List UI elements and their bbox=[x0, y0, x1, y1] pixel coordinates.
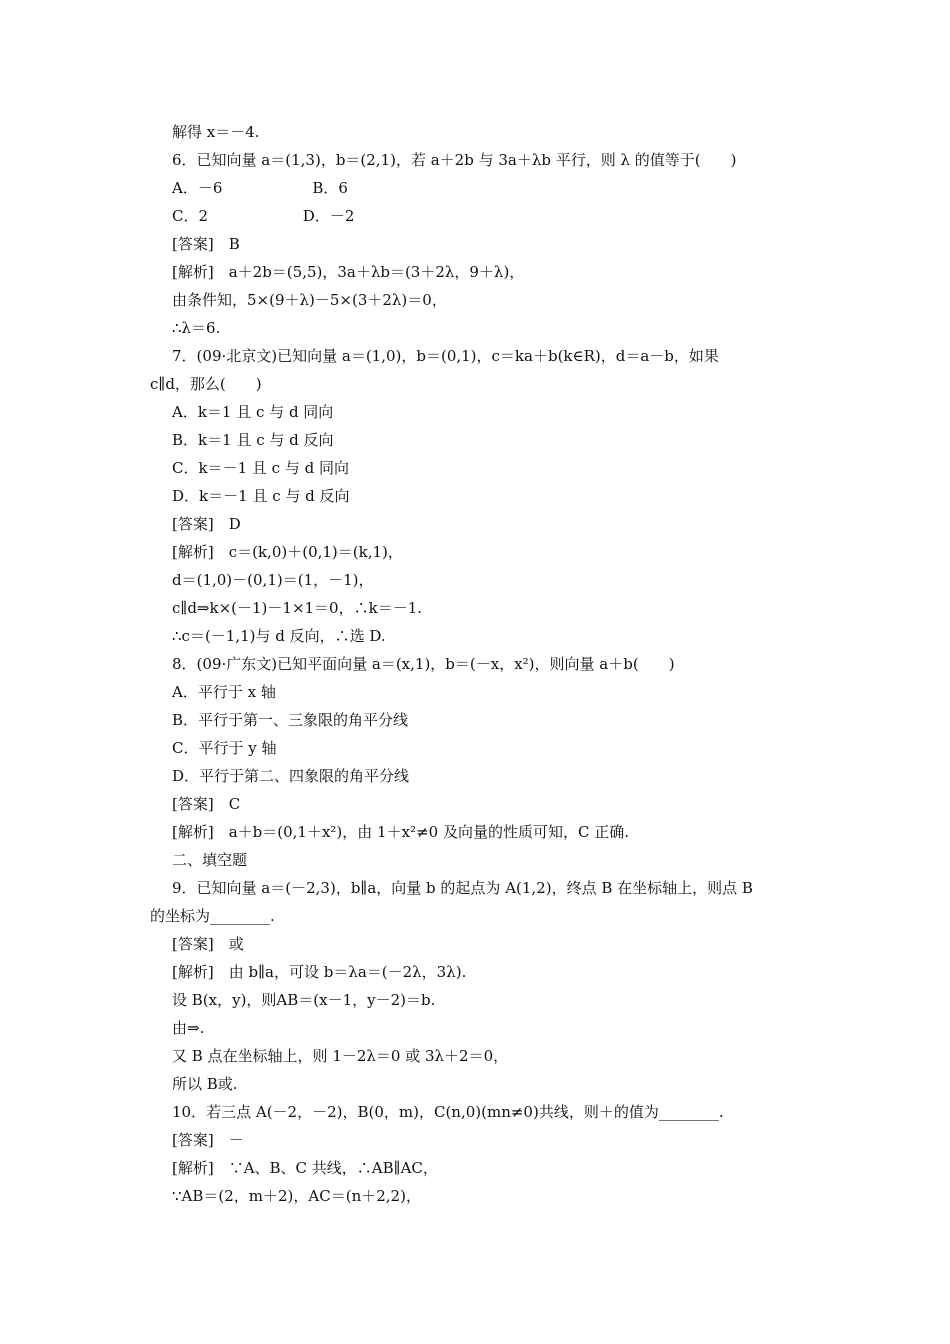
option-line: A．k＝1 且 c 与 d 同向 bbox=[172, 403, 334, 421]
option-line: C．k＝－1 且 c 与 d 同向 bbox=[172, 459, 349, 477]
text-line: ∴λ＝6. bbox=[172, 319, 221, 337]
text-line: 解得 x＝－4. bbox=[172, 123, 260, 141]
text-line: ∵AB＝(2，m＋2)，AC＝(n＋2,2)， bbox=[172, 1187, 421, 1205]
answer-label: [答案] C bbox=[172, 795, 241, 813]
option-line: B．k＝1 且 c 与 d 反向 bbox=[172, 431, 334, 449]
option-line: A．平行于 x 轴 bbox=[172, 683, 276, 701]
answer-label: [答案] D bbox=[172, 515, 241, 533]
option-line: C．平行于 y 轴 bbox=[172, 739, 277, 757]
analysis-line: [解析] ∵A、B、C 共线，∴AB∥AC， bbox=[172, 1159, 438, 1177]
option-line: B．平行于第一、三象限的角平分线 bbox=[172, 711, 409, 729]
analysis-line: [解析] c＝(k,0)＋(0,1)＝(k,1)， bbox=[172, 543, 403, 561]
text-line: 由条件知，5×(9＋λ)－5×(3＋2λ)＝0， bbox=[172, 291, 447, 309]
question-9: 9．已知向量 a＝(－2,3)，b∥a，向量 b 的起点为 A(1,2)，终点 B 在坐标轴上，则点 B bbox=[172, 879, 753, 897]
option-line: D．k＝－1 且 c 与 d 反向 bbox=[172, 487, 350, 505]
analysis-line: [解析] 由 b∥a，可设 b＝λa＝(－2λ，3λ). bbox=[172, 963, 467, 981]
option-line: C．2 D．－2 bbox=[172, 207, 355, 225]
question-7: 7．(09·北京文)已知向量 a＝(1,0)，b＝(0,1)，c＝ka＋b(k∈R)，d＝a－b，如果 bbox=[172, 347, 719, 365]
text-line: 设 B(x，y)，则AB＝(x－1，y－2)＝b. bbox=[172, 991, 436, 1009]
question-9-cont: 的坐标为________. bbox=[150, 907, 275, 925]
answer-label: [答案] B bbox=[172, 235, 240, 253]
question-8: 8．(09·广东文)已知平面向量 a＝(x,1)，b＝(－x，x²)，则向量 a＋b( ) bbox=[172, 655, 675, 673]
section-heading: 二、填空题 bbox=[172, 851, 248, 869]
answer-label: [答案] 或 bbox=[172, 935, 244, 953]
analysis-line: [解析] a＋b＝(0,1＋x²)，由 1＋x²≠0 及向量的性质可知，C 正确. bbox=[172, 823, 629, 841]
option-line: A．－6 B．6 bbox=[172, 179, 348, 197]
text-line: 由⇒. bbox=[172, 1019, 205, 1037]
analysis-line: [解析] a＋2b＝(5,5)，3a＋λb＝(3＋2λ，9＋λ)， bbox=[172, 263, 525, 281]
question-7-cont: c∥d，那么( ) bbox=[150, 375, 262, 393]
text-line: c∥d⇒k×(－1)－1×1＝0，∴k＝－1. bbox=[172, 599, 423, 617]
option-line: D．平行于第二、四象限的角平分线 bbox=[172, 767, 410, 785]
text-line: 所以 B或. bbox=[172, 1075, 238, 1093]
text-line: d＝(1,0)－(0,1)＝(1，－1)， bbox=[172, 571, 374, 589]
question-10: 10．若三点 A(－2，－2)，B(0，m)，C(n,0)(mn≠0)共线，则＋的值为________. bbox=[172, 1103, 724, 1121]
answer-label: [答案] － bbox=[172, 1131, 244, 1149]
text-line: ∴c＝(－1,1)与 d 反向，∴选 D. bbox=[172, 627, 386, 645]
text-line: 又 B 点在坐标轴上，则 1－2λ＝0 或 3λ＋2＝0， bbox=[172, 1047, 509, 1065]
question-6: 6．已知向量 a＝(1,3)，b＝(2,1)，若 a＋2b 与 3a＋λb 平行，则 λ 的值等于( ) bbox=[172, 151, 737, 169]
